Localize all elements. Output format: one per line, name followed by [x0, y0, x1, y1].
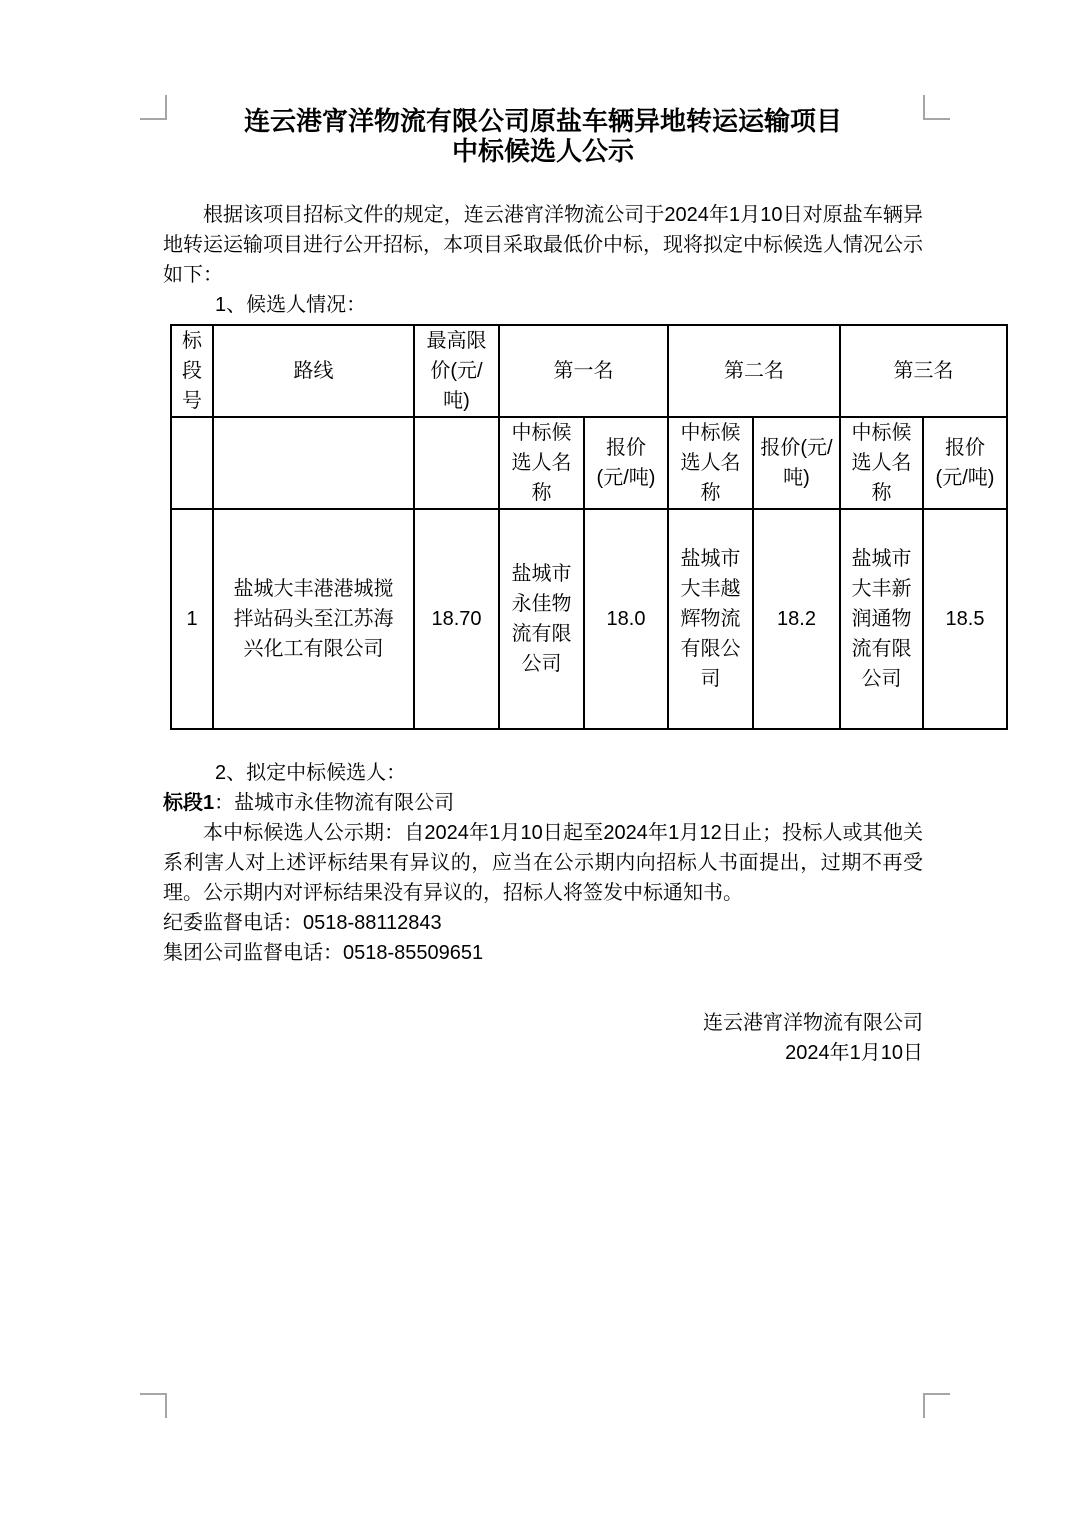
header-empty-route: [213, 417, 414, 509]
header-rank-3: 第三名: [840, 325, 1007, 417]
header-rank3-candidate-name: 中标候选人名称: [840, 417, 923, 509]
crop-mark-top-right: [923, 95, 950, 120]
header-rank2-quote: 报价(元/吨): [753, 417, 840, 509]
bid-section-label: 标段1: [163, 792, 215, 814]
header-rank-2: 第二名: [668, 325, 840, 417]
bid-section-line: [163, 788, 923, 818]
header-max-price: 最高限价(元/吨): [414, 325, 499, 417]
cell-first-price: 18.0: [584, 509, 668, 729]
discipline-phone-line: 纪委监督电话：0518-88112843: [163, 912, 442, 934]
page-title-line1: 连云港宵洋物流有限公司原盐车辆异地转运运输项目: [243, 106, 842, 136]
cell-second-name: 盐城市大丰越辉物流有限公司: [668, 509, 753, 729]
header-route: 路线: [213, 325, 414, 417]
cell-third-name: 盐城市大丰新润通物流有限公司: [840, 509, 923, 729]
section-1-heading: 1、候选人情况：: [215, 294, 367, 316]
bid-section-value: ：盐城市永佳物流有限公司: [214, 792, 455, 814]
table-row: [171, 509, 1007, 729]
header-rank1-quote: 报价(元/吨): [584, 417, 668, 509]
signature-date: 2024年1月10日: [785, 1042, 923, 1064]
header-rank-1: 第一名: [499, 325, 668, 417]
header-rank2-candidate-name: 中标候选人名称: [668, 417, 753, 509]
header-rank1-candidate-name: 中标候选人名称: [499, 417, 584, 509]
group-phone-line: 集团公司监督电话：0518-85509651: [163, 942, 484, 964]
table-header-row-2: [171, 417, 1007, 509]
table-header-row-1: [171, 325, 1007, 417]
crop-mark-bottom-right: [923, 1393, 950, 1418]
cell-segment-no: 1: [171, 509, 213, 729]
cell-third-price: 18.5: [923, 509, 1007, 729]
section-2-heading: 2、拟定中标候选人：: [215, 762, 407, 784]
cell-first-name: 盐城市永佳物流有限公司: [499, 509, 584, 729]
cell-max-price: 18.70: [414, 509, 499, 729]
header-empty-max-price: [414, 417, 499, 509]
signature-company: 连云港宵洋物流有限公司: [703, 1012, 923, 1034]
header-rank3-quote: 报价(元/吨): [923, 417, 1007, 509]
candidates-table: [170, 324, 1008, 730]
document-content: [163, 106, 995, 1068]
page-title: [163, 106, 923, 166]
header-segment-no: 标段号: [171, 325, 213, 417]
intro-paragraph: 根据该项目招标文件的规定，连云港宵洋物流公司于2024年1月10日对原盐车辆异地转运运输项目进行公开招标，本项目采取最低价中标，现将拟定中标候选人情况公示如下：: [163, 204, 923, 286]
cell-second-price: 18.2: [753, 509, 840, 729]
crop-mark-bottom-left: [140, 1393, 167, 1418]
notice-paragraph: 本中标候选人公示期：自2024年1月10日起至2024年1月12日止；投标人或其他关系利害人对上述评标结果有异议的，应当在公示期内向招标人书面提出，过期不再受理。公示期内对评标结果没有异议的，招标人将签发中标通知书。: [163, 822, 923, 904]
cell-route: 盐城大丰港港城搅拌站码头至江苏海兴化工有限公司: [213, 509, 414, 729]
header-empty-segment: [171, 417, 213, 509]
page-title-line2: 中标候选人公示: [451, 136, 634, 166]
